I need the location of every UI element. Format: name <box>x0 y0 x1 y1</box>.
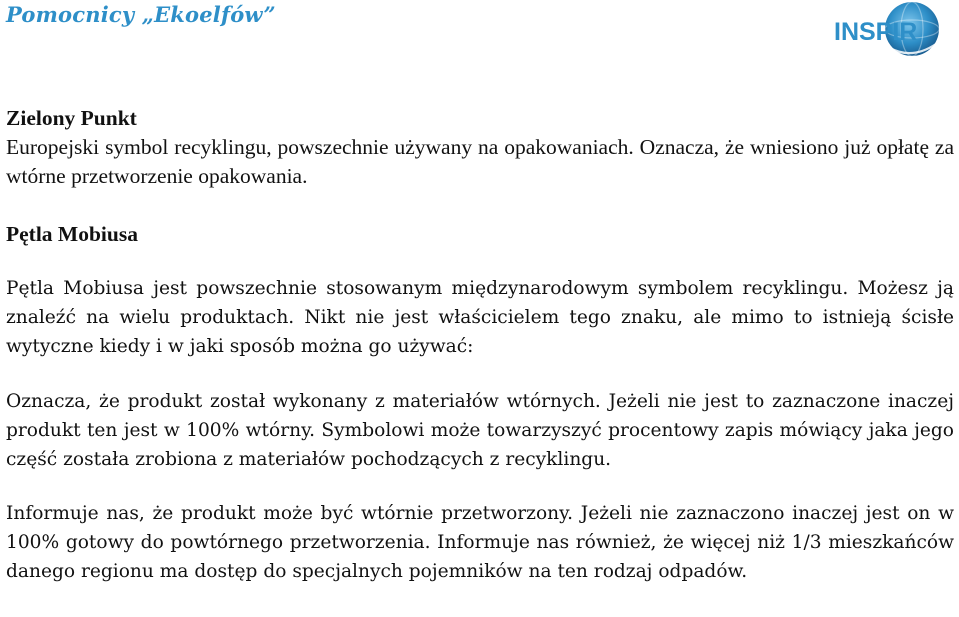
heading-petla-mobiusa: Pętla Mobiusa <box>6 222 138 246</box>
paragraph-recycled-meaning: Oznacza, że produkt został wykonany z materiałów wtórnych. Jeżeli nie jest to zaznaczone inaczej produkt ten jest w 100% wtórny. Symbolowi może towarzyszyć procentowy zapis mówiący jaka jego część została zrobiona z materiałów pochodzących z recyklingu. <box>6 391 954 470</box>
heading-zielony-punkt: Zielony Punkt <box>6 106 137 130</box>
paragraph-recyclable-meaning: Informuje nas, że produkt może być wtórnie przetworzony. Jeżeli nie zaznaczono inaczej jest on w 100% gotowy do powtórnego przetworzenia. Informuje nas również, że więcej niż 1/3 mieszkańców danego regionu ma dostęp do specjalnych pojemników na ten rodzaj odpadów. <box>6 503 954 582</box>
svg-text:INSPIR: INSPIR <box>834 18 918 46</box>
paragraph-mobius-intro: Pętla Mobiusa jest powszechnie stosowanym międzynarodowym symbolem recyklingu. Możesz ją znaleźć na wielu produktach. Nikt nie jest właścicielem tego znaku, ale mimo to istnieją ścisłe wytyczne kiedy i w jaki sposób można go używać: <box>6 278 954 357</box>
header-title: Pomocnicy „Ekoelfów” <box>6 2 276 27</box>
paragraph-zielony-punkt: Europejski symbol recyklingu, powszechnie używany na opakowaniach. Oznacza, że wniesiono już opłatę za wtórne przetworzenie opakowania. <box>6 135 954 188</box>
document-body <box>6 104 954 586</box>
inspire-logo <box>832 0 944 60</box>
